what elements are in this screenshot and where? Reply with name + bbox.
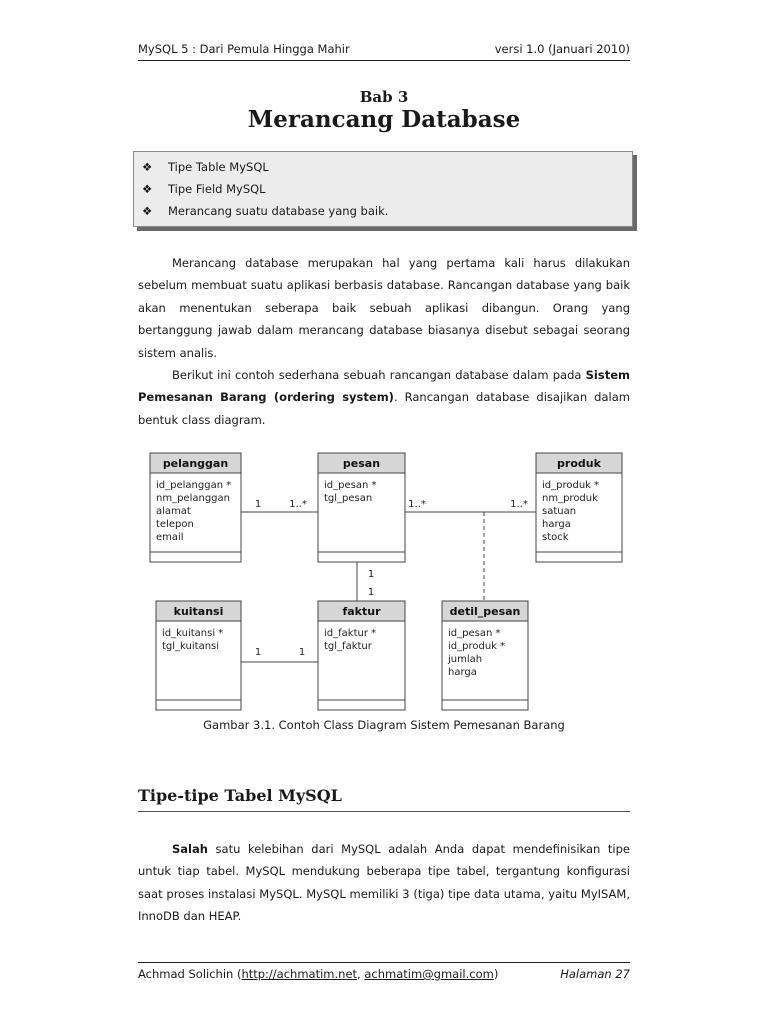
objective-item: ❖ Tipe Table MySQL xyxy=(142,156,632,178)
class-field: harga xyxy=(448,667,477,678)
class-field: id_produk * xyxy=(448,641,506,652)
class-field: telepon xyxy=(156,519,194,530)
section-title: Tipe-tipe Tabel MySQL xyxy=(138,786,630,812)
multiplicity-label: 1..* xyxy=(510,499,528,510)
class-name: detil_pesan xyxy=(449,605,521,618)
class-name: kuitansi xyxy=(173,605,224,618)
class-field: id_faktur * xyxy=(324,628,377,639)
class-field: tgl_kuitansi xyxy=(162,641,220,652)
website-link[interactable]: http://achmatim.net xyxy=(241,967,358,981)
section-text xyxy=(138,838,630,928)
multiplicity-label: 1 xyxy=(367,587,375,598)
class-field: id_pesan * xyxy=(324,480,377,491)
class-name: faktur xyxy=(342,605,381,618)
class-field: harga xyxy=(542,519,571,530)
multiplicity-label: 1 xyxy=(254,499,262,510)
page-footer xyxy=(138,962,630,982)
multiplicity-label: 1 xyxy=(367,569,375,580)
bullet-icon: ❖ xyxy=(142,182,153,196)
class-field: id_pelanggan * xyxy=(156,480,232,491)
class-field: id_produk * xyxy=(542,480,600,491)
page-number: Halaman 27 xyxy=(560,967,630,981)
class-field: alamat xyxy=(156,506,191,517)
class-faktur xyxy=(318,601,405,710)
class-field: tgl_pesan xyxy=(324,493,373,504)
figure-caption: Gambar 3.1. Contoh Class Diagram Sistem Pemesanan Barang xyxy=(203,718,565,732)
class-field: id_kuitansi * xyxy=(162,628,224,639)
objective-item: ❖ Merancang suatu database yang baik. xyxy=(142,200,632,222)
class-name: pelanggan xyxy=(162,457,229,470)
paragraph-3: Salah satu kelebihan dari MySQL adalah Anda dapat mendefinisikan tipe untuk tiap tabel. MySQL mendukung beberapa tipe tabel, tergantung konfigurasi saat proses instalasi MySQL. MySQL memiliki 3 (tiga) tipe data utama, yaitu MyISAM, InnoDB dan HEAP. xyxy=(138,842,630,924)
multiplicity-label: 1 xyxy=(254,647,262,658)
class-field: satuan xyxy=(542,506,577,517)
email-link[interactable]: achmatim@gmail.com xyxy=(364,967,494,981)
paragraph-1: Merancang database merupakan hal yang pertama kali harus dilakukan sebelum membuat suatu aplikasi berbasis database. Rancangan database yang baik akan menentukan seberapa baik sebuah aplikasi dibangun. Orang yang bertanggung jawab dalam merancang database biasanya disebut sebagai seorang sistem analis. xyxy=(138,256,630,360)
class-field: tgl_faktur xyxy=(324,641,372,652)
class-name: pesan xyxy=(342,457,381,470)
class-field: nm_produk xyxy=(542,493,598,504)
class-produk xyxy=(536,453,622,562)
class-kuitansi xyxy=(156,601,241,710)
class-detil-pesan xyxy=(442,601,528,710)
class-field: nm_pelanggan xyxy=(156,493,230,504)
multiplicity-label: 1..* xyxy=(289,499,307,510)
class-field: jumlah xyxy=(448,654,483,665)
class-pesan xyxy=(318,453,405,562)
class-pelanggan xyxy=(150,453,241,562)
chapter-number: Bab 3 xyxy=(359,88,409,106)
header-version: versi 1.0 (Januari 2010) xyxy=(494,42,630,56)
bullet-icon: ❖ xyxy=(142,160,153,174)
header-book-title: MySQL 5 : Dari Pemula Hingga Mahir xyxy=(138,42,350,56)
multiplicity-label: 1 xyxy=(298,647,306,658)
paragraph-2: Berikut ini contoh sederhana sebuah rancangan database dalam pada Sistem Pemesanan Barang (ordering system). Rancangan database disajikan dalam bentuk class diagram. xyxy=(138,368,630,427)
class-name: produk xyxy=(557,457,601,470)
class-field: email xyxy=(156,532,184,543)
chapter-title: Merancang Database xyxy=(247,106,521,133)
objective-item: ❖ Tipe Field MySQL xyxy=(142,178,632,200)
footer-author: Achmad Solichin (http://achmatim.net, achmatim@gmail.com) xyxy=(138,967,499,981)
multiplicity-label: 1..* xyxy=(408,499,426,510)
bullet-icon: ❖ xyxy=(142,204,153,218)
class-field: id_pesan * xyxy=(448,628,501,639)
class-field: stock xyxy=(542,532,569,543)
class-boxes xyxy=(150,453,622,710)
